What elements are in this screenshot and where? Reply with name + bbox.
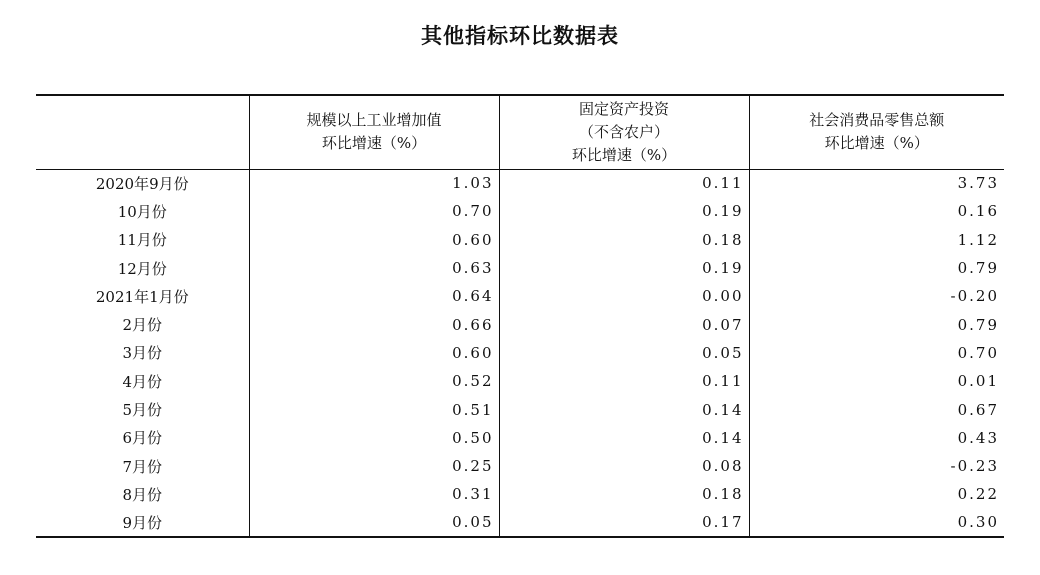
row-industrial-value: 0.05 [249, 509, 499, 537]
row-retail-value: 0.30 [749, 509, 1004, 537]
row-investment-value: 0.05 [499, 339, 749, 367]
header-investment [499, 95, 749, 169]
row-investment-value: 0.08 [499, 452, 749, 480]
row-period: 3月份 [122, 344, 163, 363]
row-industrial-value: 0.66 [249, 310, 499, 338]
row-period: 5月份 [122, 401, 163, 420]
row-retail-value: 0.01 [749, 367, 1004, 395]
row-industrial-value: 0.60 [249, 226, 499, 254]
row-industrial-value: 0.31 [249, 480, 499, 508]
row-investment-value: 0.17 [499, 509, 749, 537]
row-investment-value: 0.11 [499, 367, 749, 395]
table-row [36, 452, 1004, 480]
table-row [36, 480, 1004, 508]
row-retail-value: 3.73 [749, 169, 1004, 197]
row-industrial-value: 0.63 [249, 254, 499, 282]
row-period: 11月份 [117, 231, 167, 250]
row-investment-value: 0.18 [499, 480, 749, 508]
table-row [36, 197, 1004, 225]
row-period: 9月份 [36, 509, 249, 537]
row-industrial-value: 0.52 [249, 367, 499, 395]
row-retail-value: 1.12 [749, 226, 1004, 254]
header-investment-line-3: 环比增速（%） [571, 145, 677, 164]
table-row [36, 226, 1004, 254]
table-row [36, 424, 1004, 452]
row-retail-value: 0.79 [749, 310, 1004, 338]
row-period: 12月份 [117, 259, 167, 278]
header-retail-line-2: 环比增速（%） [824, 134, 929, 153]
row-period: 6月份 [122, 429, 163, 448]
row-period: 8月份 [122, 485, 163, 504]
header-investment-line-2: （不含农户） [578, 122, 669, 141]
indicator-table [36, 94, 1004, 538]
table-row [36, 509, 1004, 537]
table-title: 其他指标环比数据表 [421, 23, 619, 48]
header-row [36, 95, 1004, 169]
row-period: 7月份 [122, 457, 163, 476]
row-period: 2021年1月份 [95, 287, 189, 306]
row-investment-value: 0.11 [499, 169, 749, 197]
header-industrial-line-2: 环比增速（%） [321, 134, 427, 153]
table-row [36, 254, 1004, 282]
row-investment-value: 0.00 [499, 282, 749, 310]
row-investment-value: 0.07 [499, 310, 749, 338]
row-retail-value: 0.79 [749, 254, 1004, 282]
table-row [36, 367, 1004, 395]
row-industrial-value: 1.03 [249, 169, 499, 197]
row-industrial-value: 0.70 [249, 197, 499, 225]
row-retail-value: -0.20 [749, 282, 1004, 310]
row-period: 4月份 [122, 372, 163, 391]
header-retail [749, 95, 1004, 169]
row-period: 2020年9月份 [95, 174, 189, 193]
table-row [36, 169, 1004, 197]
row-industrial-value: 0.64 [249, 282, 499, 310]
row-investment-value: 0.18 [499, 226, 749, 254]
table-row [36, 310, 1004, 338]
row-retail-value: 0.22 [749, 480, 1004, 508]
row-period: 2月份 [122, 316, 163, 335]
header-investment-line-1: 固定资产投资 [578, 99, 669, 118]
row-investment-value: 0.19 [499, 197, 749, 225]
row-industrial-value: 0.60 [249, 339, 499, 367]
table-row [36, 339, 1004, 367]
row-investment-value: 0.14 [499, 395, 749, 423]
row-industrial-value: 0.25 [249, 452, 499, 480]
table-row [36, 395, 1004, 423]
row-retail-value: 0.16 [749, 197, 1004, 225]
row-retail-value: 0.43 [749, 424, 1004, 452]
row-retail-value: 0.70 [749, 339, 1004, 367]
header-retail-line-1: 社会消费品零售总额 [809, 111, 945, 130]
header-period [36, 95, 249, 169]
table-row [36, 282, 1004, 310]
row-industrial-value: 0.51 [249, 395, 499, 423]
row-retail-value: -0.23 [749, 452, 1004, 480]
row-period: 10月份 [117, 202, 167, 221]
row-retail-value: 0.67 [749, 395, 1004, 423]
header-industrial [249, 95, 499, 169]
header-industrial-line-1: 规模以上工业增加值 [306, 111, 442, 130]
row-industrial-value: 0.50 [249, 424, 499, 452]
row-investment-value: 0.19 [499, 254, 749, 282]
row-investment-value: 0.14 [499, 424, 749, 452]
